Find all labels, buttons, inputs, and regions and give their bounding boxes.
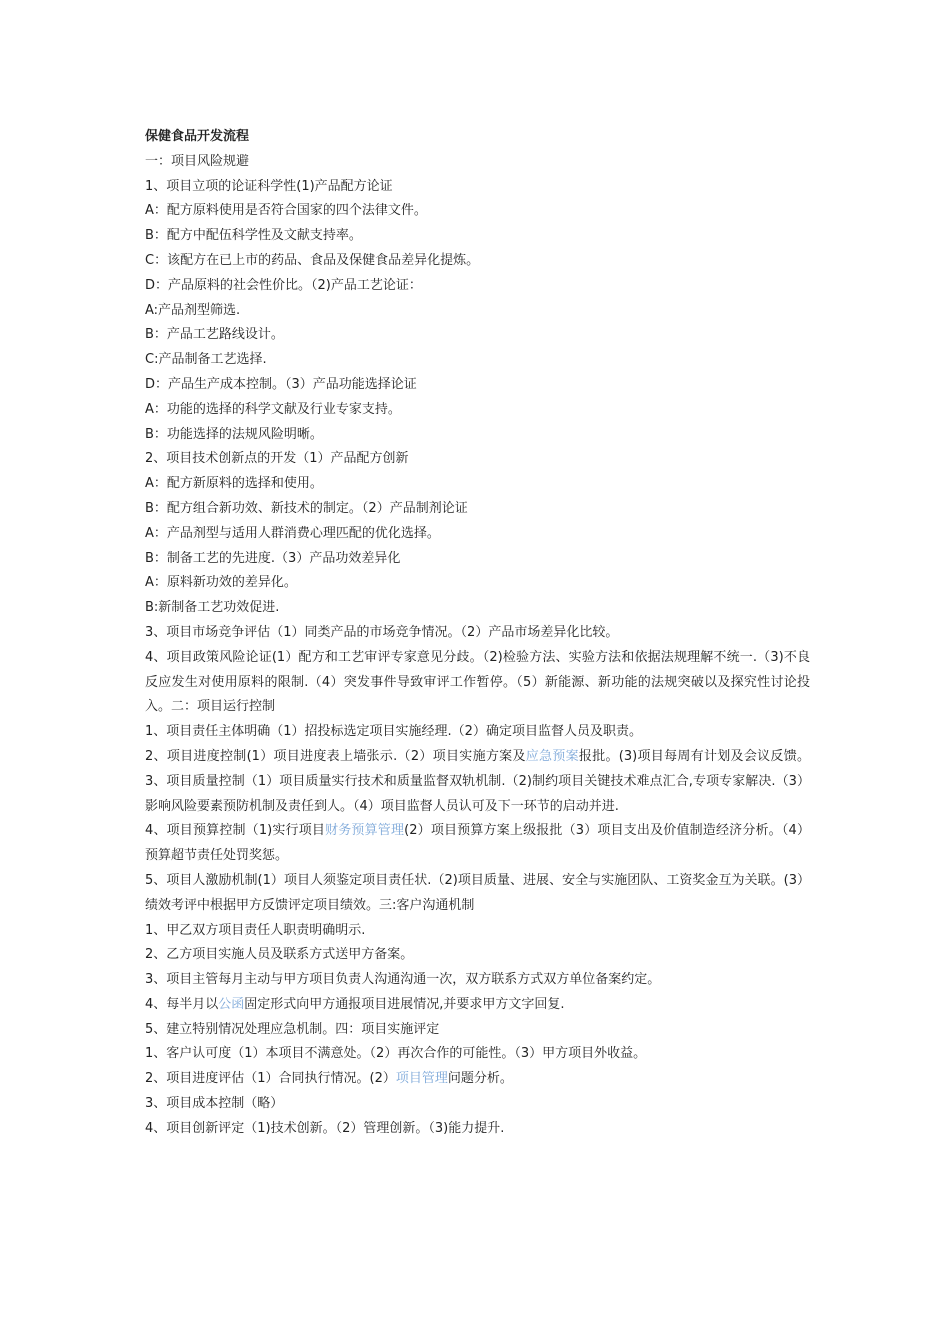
emergency-plan-link[interactable]: 应急预案 [525,748,579,764]
paragraph-text: 2、项目进度控制(1）项目进度表上墙张示.（2）项目实施方案及 [145,748,526,764]
text-line: B：配方组合新功效、新技术的制定。（2）产品制剂论证 [145,500,468,516]
financial-budget-link[interactable]: 财务预算管理 [325,823,405,839]
text-line: D：产品原料的社会性价比。（2)产品工艺论证： [145,277,422,293]
text-line: A：配方新原料的选择和使用。 [145,476,323,492]
text-line: 1、客户认可度（1）本项目不满意处。（2）再次合作的可能性。（3）甲方项目外收益。 [145,1046,647,1062]
text-line: 4、项目创新评定（1)技术创新。（2）管理创新。（3)能力提升. [145,1120,505,1136]
progress-eval-line [145,1067,810,1092]
text-line: 2、乙方项目实施人员及联系方式送甲方备案。 [145,947,414,963]
text-line: A：功能的选择的科学文献及行业专家支持。 [145,401,401,417]
text-line: 3、项目成本控制（略） [145,1096,284,1112]
line-text: 2、项目进度评估（1）合同执行情况。(2） [145,1071,396,1087]
text-line: B：制备工艺的先进度.（3）产品功效差异化 [145,550,401,566]
text-line: 5、建立特别情况处理应急机制。四：项目实施评定 [145,1021,440,1037]
policy-risk-paragraph: 4、项目政策风险论证(1）配方和工艺审评专家意见分歧。（2)检验方法、实验方法和依据法规理解不统一.（3)不良反应发生对使用原料的限制.（4）突发事件导致审评工作暂停。（5）新能源、新功能的法规突破以及探究性讨论投入。二：项目运行控制 [145,649,810,715]
text-line: 1、项目责任主体明确（1）招投标选定项目实施经理.（2）确定项目监督人员及职责。 [145,724,642,740]
document-body [145,125,810,1142]
monthly-report-line [145,993,810,1018]
progress-control-paragraph [145,745,810,819]
text-line: 1、甲乙双方项目责任人职责明确明示. [145,922,366,938]
project-management-link[interactable]: 项目管理 [395,1071,448,1087]
text-line: 一：项目风险规避 [145,153,250,169]
text-line: A：产品剂型与适用人群消费心理匹配的优化选择。 [145,525,440,541]
text-line: 3、项目市场竞争评估（1）同类产品的市场竞争情况。（2）产品市场差异化比较。 [145,624,619,640]
text-line: B:新制备工艺功效促进. [145,600,280,616]
paragraph-text: 4、项目预算控制（1)实行项目 [145,823,326,839]
official-letter-link[interactable]: 公函 [218,996,245,1012]
text-line: A：原料新功效的差异化。 [145,575,297,591]
paragraph-text: 报批。(3)项目每周有计划及会议反馈。3、项目质量控制（1）项目质量实行技术和质量监督双轨机制.（2)制约项目关键技术难点汇合,专项专家解决.（3）影响风险要素预防机制及责任到人。（4）项目监督人员认可及下一环节的启动并进. [145,748,810,814]
line-text: 问题分析。 [447,1071,513,1087]
budget-control-paragraph [145,819,810,869]
text-line: 1、项目立项的论证科学性(1)产品配方论证 [145,178,393,194]
line-text: 固定形式向甲方通报项目进展情况,并要求甲方文字回复. [244,996,565,1012]
paragraph-text: (2）项目预算方案上级报批（3）项目支出及价值制造经济分析。（4）预算超节责任处罚奖惩。 [145,823,810,864]
document-title: 保健食品开发流程 [145,129,250,144]
text-line: A:产品剂型筛选. [145,302,241,318]
text-line: D：产品生产成本控制。（3）产品功能选择论证 [145,376,417,392]
text-line: B：产品工艺路线设计。 [145,327,284,343]
text-line: C：该配方在已上市的药品、食品及保健食品差异化提炼。 [145,252,480,268]
text-line: C:产品制备工艺选择. [145,352,267,368]
text-line: B：配方中配伍科学性及文献支持率。 [145,228,362,244]
incentive-paragraph: 5、项目人激励机制(1）项目人须鉴定项目责任状.（2)项目质量、进展、安全与实施团队、工资奖金互为关联。(3）绩效考评中根据甲方反馈评定项目绩效。三:客户沟通机制 [145,872,810,913]
line-text: 4、每半月以 [145,996,219,1012]
text-line: 3、项目主管每月主动与甲方项目负责人沟通沟通一次，双方联系方式双方单位备案约定。 [145,972,661,988]
text-line: A：配方原料使用是否符合国家的四个法律文件。 [145,203,427,219]
text-line: 2、项目技术创新点的开发（1）产品配方创新 [145,451,409,467]
text-line: B：功能选择的法规风险明晰。 [145,426,323,442]
